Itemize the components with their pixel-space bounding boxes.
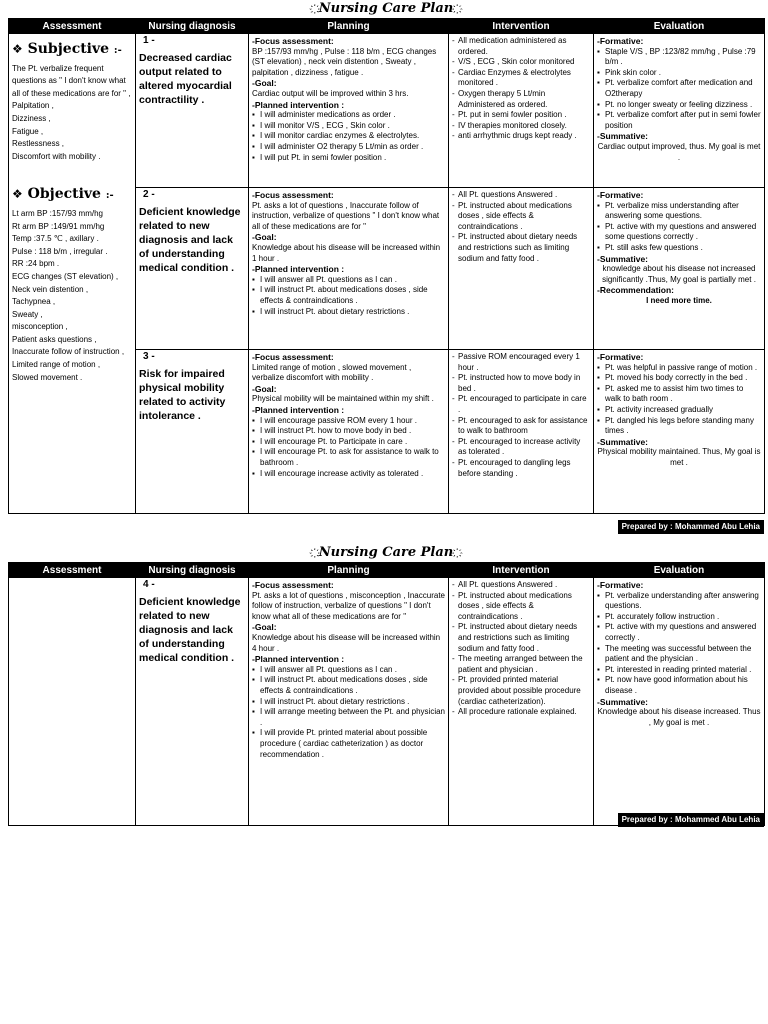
table-row [9, 578, 765, 826]
list-item: - All procedure rationale explained. [452, 707, 590, 718]
focus-text: Limited range of motion , slowed movement , verbalize discomfort with mobility . [252, 362, 412, 383]
evaluation-cell [594, 188, 765, 350]
list-item: ▪ I will administer O2 therapy 5 Lt/min as order . [252, 142, 445, 153]
subjective-item: Discomfort with mobility . [12, 151, 101, 161]
summative-text: Physical mobility maintained. Thus, My goal is met . [597, 447, 761, 467]
care-plan-page-1 [8, 0, 764, 531]
formative-label: -Formative: [597, 352, 644, 362]
list-item: ▪ I will encourage increase activity as tolerated . [252, 469, 445, 480]
diamond-bullet-icon: ❖ [12, 187, 23, 202]
list-item: ▪ I will monitor cardiac enzymes & electrolytes. [252, 131, 445, 142]
list-item: ▪ I will encourage Pt. to Participate in care . [252, 437, 445, 448]
objective-item: RR :24 bpm . [12, 259, 60, 269]
planned-list [252, 110, 445, 163]
objective-item: Slowed movement . [12, 372, 83, 382]
subjective-item: Fatigue , [12, 126, 44, 136]
assessment-cell [9, 578, 136, 826]
focus-text: Pt. asks a lot of questions , Inaccurate follow of instruction, verbalize of questions " I don't know what all of these medications are for " [252, 200, 440, 231]
diagnosis-cell [136, 350, 249, 514]
care-plan-table [8, 18, 765, 514]
evaluation-cell [594, 34, 765, 188]
objective-item: Tachypnea , [12, 297, 56, 307]
intervention-cell [449, 188, 594, 350]
formative-list [597, 363, 761, 437]
list-item: ▪ Pt. no longer sweaty or feeling dizziness . [597, 100, 761, 111]
goal-label: -Goal: [252, 622, 277, 633]
planning-cell [249, 188, 449, 350]
diamond-bullet-icon: ❖ [12, 42, 23, 56]
objective-item: Pulse : 118 b/m , irregular . [12, 246, 108, 256]
list-item: - Pt. instructed about dietary needs and restrictions such as limiting sodium and fatty food . [452, 622, 590, 654]
intervention-cell [449, 34, 594, 188]
list-item: ▪ Pt. interested in reading printed material . [597, 665, 761, 676]
header-planning: Planning [249, 19, 449, 34]
diagnosis-text: Deficient knowledge related to new diagnosis and lack of understanding medical condition . [139, 205, 241, 274]
planning-cell [249, 34, 449, 188]
list-item: - Pt. encouraged to ask for assistance to walk to bathroom [452, 416, 590, 437]
intervention-list [452, 352, 590, 479]
diagnosis-number: 2 - [143, 189, 155, 200]
recommendation-label: -Recommendation: [597, 285, 674, 296]
header-evaluation: Evaluation [594, 563, 765, 578]
formative-list [597, 591, 761, 697]
focus-label: -Focus assessment: [252, 36, 334, 46]
intervention-list [452, 36, 590, 142]
prepared-by-badge: Prepared by : Mohammed Abu Lehia [618, 813, 764, 827]
objective-item: Rt arm BP :149/91 mm/hg [12, 221, 105, 231]
table-row [9, 34, 765, 188]
formative-list [597, 47, 761, 132]
summative-label: -Summative: [597, 131, 649, 142]
recommendation-text: I need more time. [646, 295, 712, 305]
list-item: ▪ I will arrange meeting between the Pt. and physician . [252, 707, 445, 728]
evaluation-cell [594, 350, 765, 514]
list-item: ▪ I will instruct Pt. about medications doses , side effects & contraindications . [252, 675, 445, 696]
intervention-list [452, 190, 590, 264]
list-item: - Pt. put in semi fowler position . [452, 110, 590, 121]
list-item: ▪ I will answer all Pt. questions as I can . [252, 275, 445, 286]
diagnosis-text: Deficient knowledge related to new diagnosis and lack of understanding medical condition . [139, 595, 241, 664]
focus-text: Pt. asks a lot of questions , misconception , Inaccurate follow of instruction, verbalize of questions " I don't know what all of these medications are for " [252, 590, 445, 621]
header-row [9, 563, 765, 578]
header-assessment: Assessment [9, 19, 136, 34]
summative-text: Knowledge about his disease increased. Thus , My goal is met . [597, 707, 761, 727]
list-item: ▪ I will instruct Pt. about dietary restrictions . [252, 697, 445, 708]
list-item: - Pt. encouraged to increase activity as tolerated . [452, 437, 590, 458]
list-item: ▪ Staple V/S , BP :123/82 mm/hg , Pulse :79 b/m . [597, 47, 761, 68]
summative-label: -Summative: [597, 436, 649, 447]
diagnosis-cell [136, 188, 249, 350]
summative-text: Cardiac output improved, thus. My goal is met . [597, 141, 761, 162]
list-item: ▪ Pt. still asks few questions . [597, 243, 761, 254]
list-item: ▪ I will encourage Pt. to ask for assistance to walk to bathroom . [252, 447, 445, 468]
header-row [9, 19, 765, 34]
focus-label: -Focus assessment: [252, 352, 334, 362]
header-diagnosis: Nursing diagnosis [136, 19, 249, 34]
subjective-heading: ❖ Subjective :- [12, 41, 122, 57]
goal-text: Physical mobility will be maintained within my shift . [252, 394, 434, 404]
planning-cell [249, 578, 449, 826]
header-intervention: Intervention [449, 563, 594, 578]
list-item: ▪ Pt. asked me to assist him two times to walk to bath room . [597, 384, 761, 405]
list-item: ▪ I will encourage passive ROM every 1 hour . [252, 416, 445, 427]
goal-label: -Goal: [252, 232, 277, 243]
formative-list [597, 201, 761, 254]
header-evaluation: Evaluation [594, 19, 765, 34]
diagnosis-number: 4 - [143, 579, 155, 590]
list-item: ▪ Pt. verbalize miss understanding after answering some questions. [597, 201, 761, 222]
subjective-item: Palpitation , [12, 101, 54, 111]
goal-text: Cardiac output will be improved within 3 hrs. [252, 88, 409, 98]
list-item: ▪ Pt. activity increased gradually [597, 405, 761, 416]
list-item: ▪ Pt. moved his body correctly in the bed . [597, 373, 761, 384]
list-item: ▪ I will instruct Pt. about medications doses , side effects & contraindications . [252, 285, 445, 306]
diagnosis-cell [136, 578, 249, 826]
list-item: - Oxygen therapy 5 Lt/min Administered as ordered. [452, 89, 590, 110]
diagnosis-text: Decreased cardiac output related to altered myocardial contractility . [139, 51, 232, 106]
list-item: - The meeting arranged between the patient and physician . [452, 654, 590, 675]
header-diagnosis: Nursing diagnosis [136, 563, 249, 578]
planning-cell [249, 350, 449, 514]
list-item: - Pt. instructed about medications doses , side effects & contraindications . [452, 591, 590, 623]
list-item: - All Pt. questions Answered . [452, 580, 590, 591]
intervention-cell [449, 350, 594, 514]
goal-text: Knowledge about his disease will be increased within 1 hour . [252, 242, 441, 263]
objective-item: Limited range of motion , [12, 360, 101, 370]
header-planning: Planning [249, 563, 449, 578]
prepared-by-badge: Prepared by : Mohammed Abu Lehia [618, 520, 764, 534]
formative-label: -Formative: [597, 36, 644, 46]
evaluation-cell [594, 578, 765, 826]
list-item: ▪ I will monitor V/S , ECG , Skin color . [252, 121, 445, 132]
subjective-item: The Pt. verbalize frequent questions as " I don't know what all of these medications are for " , [12, 63, 131, 98]
list-item: ▪ I will put Pt. in semi fowler position . [252, 153, 445, 164]
list-item: ▪ The meeting was successful between the patient and the physician . [597, 644, 761, 665]
focus-label: -Focus assessment: [252, 190, 334, 200]
goal-label: -Goal: [252, 383, 277, 394]
list-item: - Pt. provided printed material provided about possible procedure (cardiac catheterization). [452, 675, 590, 707]
list-item: ▪ Pt. now have good information about his disease . [597, 675, 761, 696]
list-item: - Passive ROM encouraged every 1 hour . [452, 352, 590, 373]
intervention-list [452, 580, 590, 718]
list-item: - Pt. instructed about dietary needs and restrictions such as limiting sodium and fatty food . [452, 232, 590, 264]
formative-label: -Formative: [597, 190, 644, 200]
objective-heading: ❖ Objective :- [12, 186, 114, 203]
focus-text: BP :157/93 mm/hg , Pulse : 118 b/m , ECG changes (ST elevation) , neck vein distention , Sweaty , palpitation , dizziness , fatigue . [252, 46, 437, 77]
care-plan-table [8, 562, 765, 826]
header-intervention: Intervention [449, 19, 594, 34]
list-item: - IV therapies monitored closely. [452, 121, 590, 132]
diagnosis-text: Risk for impaired physical mobility related to activity intolerance . [139, 367, 226, 422]
planned-label: -Planned intervention : [252, 654, 345, 665]
intervention-cell [449, 578, 594, 826]
list-item: - Pt. encouraged to participate in care . [452, 394, 590, 415]
list-item: ▪ Pt. verbalize comfort after put in semi fowler position [597, 110, 761, 131]
objective-item: Sweaty , [12, 309, 43, 319]
list-item: - Cardiac Enzymes & electrolytes monitored . [452, 68, 590, 89]
planned-label: -Planned intervention : [252, 99, 345, 110]
subjective-item: Dizziness , [12, 113, 51, 123]
list-item: - All medication administered as ordered. [452, 36, 590, 57]
list-item: ▪ Pt. active with my questions and answered correctly . [597, 622, 761, 643]
planned-list [252, 665, 445, 760]
header-assessment: Assessment [9, 563, 136, 578]
list-item: - V/S , ECG , Skin color monitored [452, 57, 590, 68]
list-item: - Pt. instructed how to move body in bed . [452, 373, 590, 394]
summative-label: -Summative: [597, 253, 649, 264]
planned-label: -Planned intervention : [252, 264, 345, 275]
list-item: ▪ Pt. verbalize understanding after answering questions. [597, 591, 761, 612]
list-item: - Pt. instructed about medications doses , side effects & contraindications . [452, 201, 590, 233]
objective-item: misconception , [12, 322, 68, 332]
list-item: ▪ I will answer all Pt. questions as I can . [252, 665, 445, 676]
list-item: ▪ Pt. was helpful in passive range of motion . [597, 363, 761, 374]
list-item: ▪ I will instruct Pt. how to move body in bed . [252, 426, 445, 437]
list-item: - Pt. encouraged to dangling legs before standing . [452, 458, 590, 479]
care-plan-page-2 [8, 544, 764, 826]
list-item: ▪ Pt. dangled his legs before standing many times . [597, 416, 761, 437]
diagnosis-number: 1 - [143, 35, 155, 46]
list-item: ▪ Pt. accurately follow instruction . [597, 612, 761, 623]
objective-item: ECG changes (ST elevation) , [12, 271, 119, 281]
objective-item: Patient asks questions , [12, 334, 97, 344]
objective-item: Temp :37.5 ℃ , axillary . [12, 234, 99, 244]
goal-text: Knowledge about his disease will be increased within 4 hour . [252, 632, 441, 653]
diagnosis-cell [136, 34, 249, 188]
summative-label: -Summative: [597, 696, 649, 707]
planned-label: -Planned intervention : [252, 404, 345, 415]
list-item: - All Pt. questions Answered . [452, 190, 590, 201]
summative-text: knowledge about his disease not increased significantly .Thus, My goal is partially met . [602, 264, 756, 284]
list-item: - anti arrhythmic drugs kept ready . [452, 131, 590, 142]
objective-item: Lt arm BP :157/93 mm/hg [12, 208, 104, 218]
list-item: ▪ Pink skin color . [597, 68, 761, 79]
list-item: ▪ I will instruct Pt. about dietary restrictions . [252, 307, 445, 318]
subjective-item: Restlessness , [12, 139, 65, 149]
objective-item: Neck vein distention , [12, 284, 89, 294]
focus-label: -Focus assessment: [252, 580, 334, 590]
planned-list [252, 275, 445, 317]
page-title: Nursing Care Plan [318, 545, 454, 560]
diagnosis-number: 3 - [143, 351, 155, 362]
formative-label: -Formative: [597, 580, 644, 590]
assessment-cell [9, 34, 136, 514]
list-item: ▪ I will provide Pt. printed material about possible procedure ( cardiac catheterization ) as doctor recommendation . [252, 728, 445, 760]
list-item: ▪ Pt. active with my questions and answered some questions correctly . [597, 222, 761, 243]
planned-list [252, 416, 445, 480]
page-title: Nursing Care Plan [318, 1, 454, 16]
list-item: ▪ Pt. verbalize comfort after medication and O2therapy [597, 78, 761, 99]
objective-item: Inaccurate follow of instruction , [12, 347, 125, 357]
list-item: ▪ I will administer medications as order . [252, 110, 445, 121]
goal-label: -Goal: [252, 78, 277, 89]
